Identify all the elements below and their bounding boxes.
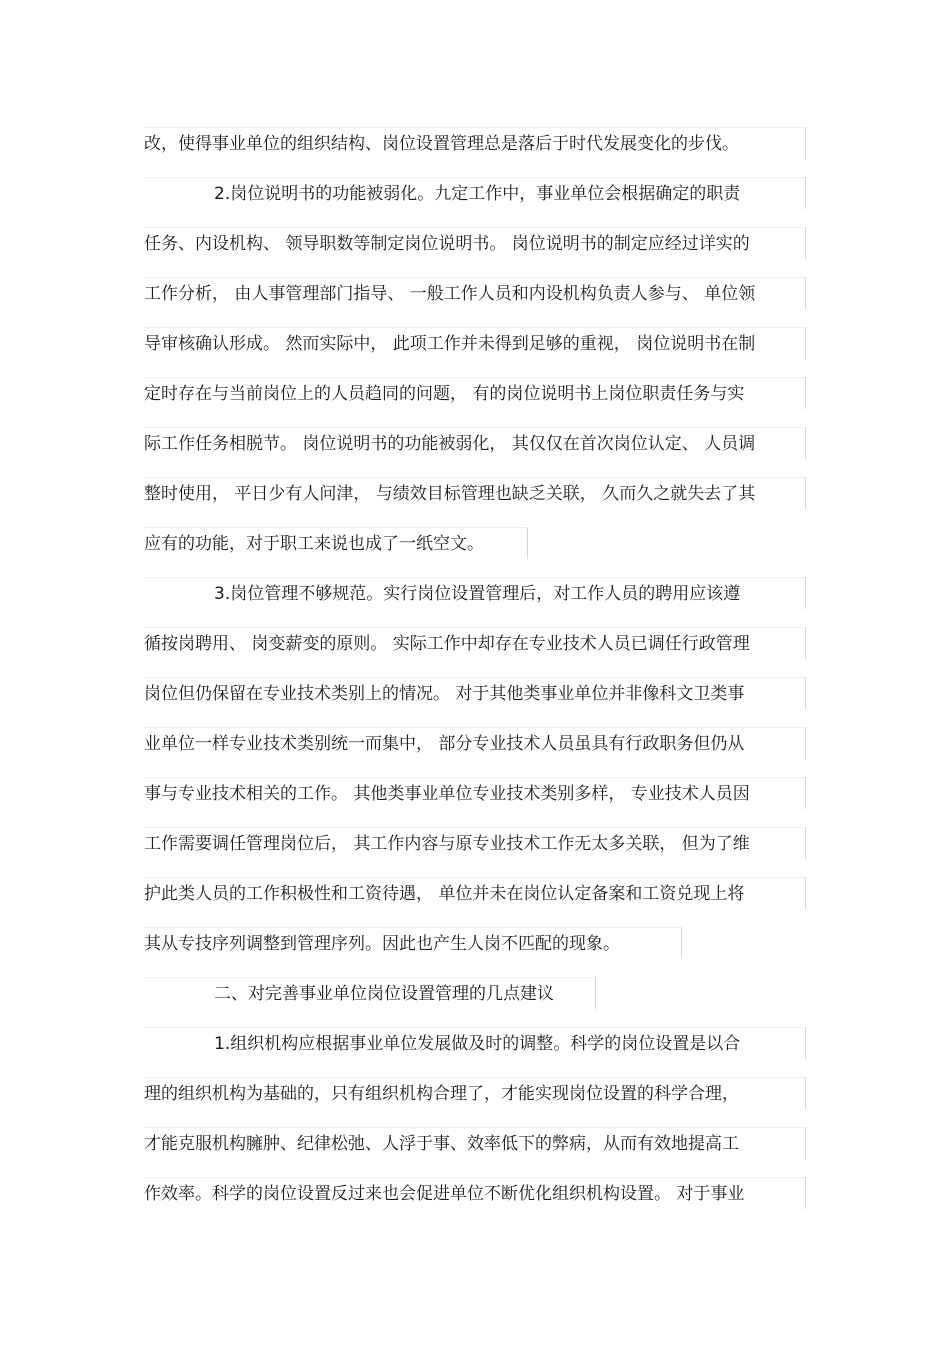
text-line: 工作分析， 由人事管理部门指导、 一般工作人员和内设机构负责人参与、 单位领 bbox=[144, 277, 806, 309]
text-line: 导审核确认形成。 然而实际中， 此项工作并未得到足够的重视， 岗位说明书在制 bbox=[144, 327, 806, 359]
text-line: 定时存在与当前岗位上的人员趋同的问题， 有的岗位说明书上岗位职责任务与实 bbox=[144, 377, 806, 409]
text-line: 应有的功能，对于职工来说也成了一纸空文。 bbox=[144, 527, 528, 559]
text-line: 事与专业技术相关的工作。 其他类事业单位专业技术类别多样， 专业技术人员因 bbox=[144, 777, 806, 809]
text-line: 才能克服机构臃肿、纪律松弛、人浮于事、效率低下的弊病，从而有效地提高工 bbox=[144, 1127, 806, 1159]
text-line: 际工作任务相脱节。 岗位说明书的功能被弱化， 其仅仅在首次岗位认定、 人员调 bbox=[144, 427, 806, 459]
text-line: 工作需要调任管理岗位后， 其工作内容与原专业技术工作无太多关联， 但为了维 bbox=[144, 827, 806, 859]
text-line: 业单位一样专业技术类别统一而集中， 部分专业技术人员虽具有行政职务但仍从 bbox=[144, 727, 806, 759]
text-line: 理的组织机构为基础的，只有组织机构合理了，才能实现岗位设置的科学合理， bbox=[144, 1077, 806, 1109]
text-line: 1.组织机构应根据事业单位发展做及时的调整。科学的岗位设置是以合 bbox=[144, 1027, 806, 1059]
text-line: 其从专技序列调整到管理序列。因此也产生人岗不匹配的现象。 bbox=[144, 927, 682, 959]
text-line: 2.岗位说明书的功能被弱化。九定工作中，事业单位会根据确定的职责 bbox=[144, 177, 806, 209]
text-line: 3.岗位管理不够规范。实行岗位设置管理后，对工作人员的聘用应该遵 bbox=[144, 577, 806, 609]
text-line: 循按岗聘用、 岗变薪变的原则。 实际工作中却存在专业技术人员已调任行政管理 bbox=[144, 627, 806, 659]
text-line: 护此类人员的工作积极性和工资待遇， 单位并未在岗位认定备案和工资兑现上将 bbox=[144, 877, 806, 909]
text-line: 任务、内设机构、 领导职数等制定岗位说明书。 岗位说明书的制定应经过详实的 bbox=[144, 227, 806, 259]
text-line: 改，使得事业单位的组织结构、岗位设置管理总是落后于时代发展变化的步伐。 bbox=[144, 127, 806, 159]
text-line: 岗位但仍保留在专业技术类别上的情况。 对于其他类事业单位并非像科文卫类事 bbox=[144, 677, 806, 709]
text-line: 整时使用， 平日少有人问津， 与绩效目标管理也缺乏关联， 久而久之就失去了其 bbox=[144, 477, 806, 509]
text-line: 作效率。科学的岗位设置反过来也会促进单位不断优化组织机构设置。 对于事业 bbox=[144, 1177, 806, 1209]
text-line: 二、对完善事业单位岗位设置管理的几点建议 bbox=[144, 977, 596, 1009]
